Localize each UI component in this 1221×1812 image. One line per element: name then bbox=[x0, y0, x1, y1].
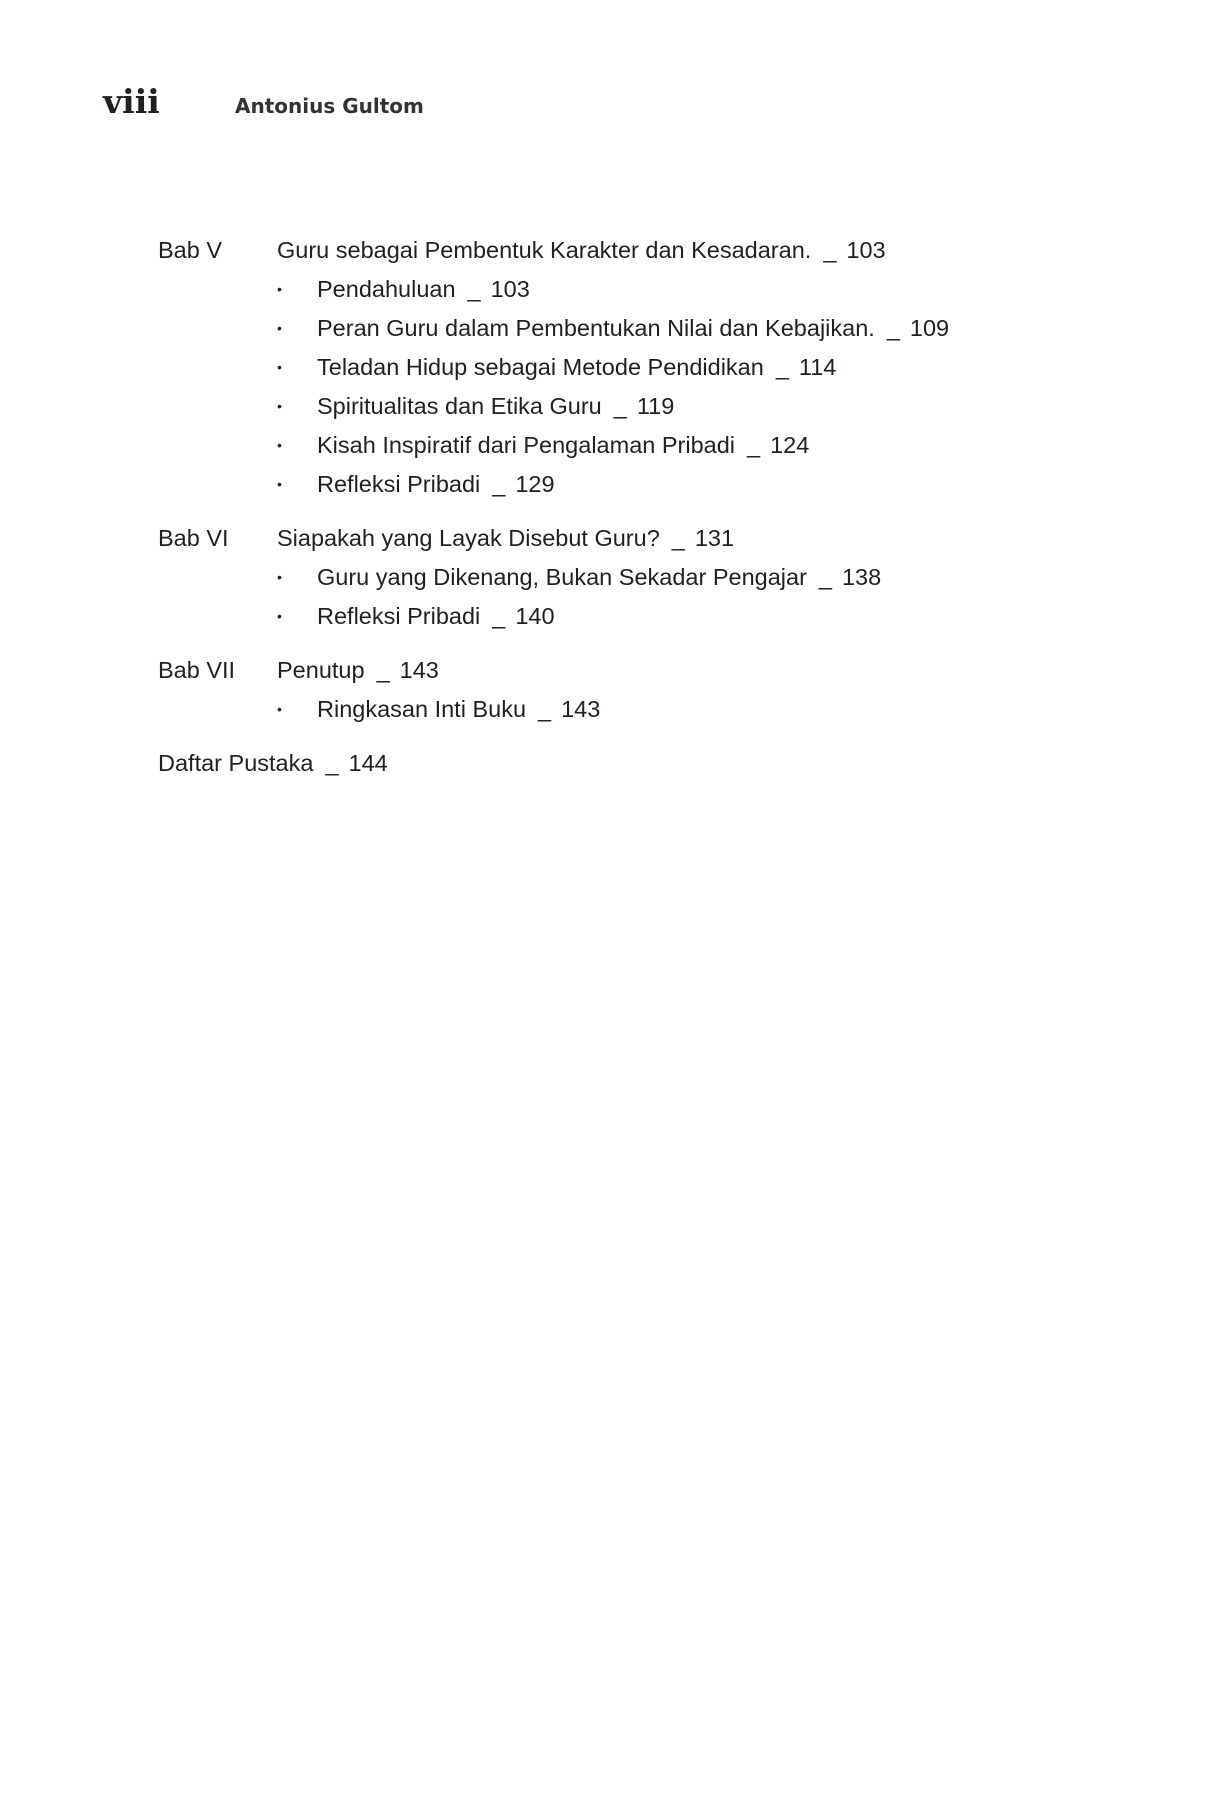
page-ref: 138 bbox=[841, 564, 882, 590]
separator: _ bbox=[818, 564, 832, 590]
page-ref: 140 bbox=[515, 603, 555, 629]
entry-title: Spiritualitas dan Etika Guru _ 119 bbox=[317, 387, 674, 426]
table-of-contents bbox=[158, 231, 1058, 783]
toc-entry[interactable] bbox=[158, 465, 1058, 504]
bullet: • bbox=[277, 359, 282, 375]
chapter-title: Penutup _ 143 bbox=[277, 651, 439, 690]
running-head-author: Antonius Gultom bbox=[235, 94, 424, 118]
entry-title: Ringkasan Inti Buku _ 143 bbox=[317, 690, 600, 729]
toc-entry[interactable] bbox=[158, 387, 1058, 426]
entry-title: Refleksi Pribadi _ 140 bbox=[317, 597, 555, 636]
toc-entry[interactable] bbox=[158, 597, 1058, 636]
bullet: • bbox=[277, 608, 282, 624]
page-header bbox=[103, 82, 424, 121]
separator: _ bbox=[492, 471, 506, 497]
entry-title: Pendahuluan _ 103 bbox=[317, 270, 530, 309]
chapter-title: Guru sebagai Pembentuk Karakter dan Kesadaran. _ 103 bbox=[277, 231, 886, 270]
chapter-bab-vii bbox=[158, 651, 1058, 729]
page-ref: 124 bbox=[770, 432, 810, 458]
entry-title: Daftar Pustaka bbox=[158, 750, 314, 776]
page-ref: 103 bbox=[490, 276, 530, 302]
entry-title: Kisah Inspiratif dari Pengalaman Pribadi _ 124 bbox=[317, 426, 809, 465]
page-ref: 109 bbox=[909, 315, 950, 341]
bullet: • bbox=[277, 476, 282, 492]
page-ref: 131 bbox=[694, 525, 735, 551]
entry-title: Teladan Hidup sebagai Metode Pendidikan _ 114 bbox=[317, 348, 836, 387]
entry-title: Guru yang Dikenang, Bukan Sekadar Pengajar _ 138 bbox=[317, 558, 881, 597]
toc-entry[interactable] bbox=[158, 558, 1058, 597]
separator: _ bbox=[823, 237, 837, 263]
separator: _ bbox=[376, 657, 390, 683]
page-ref: 144 bbox=[348, 750, 388, 776]
entry-title: Refleksi Pribadi _ 129 bbox=[317, 465, 555, 504]
bullet: • bbox=[277, 569, 282, 585]
entry-title: Peran Guru dalam Pembentukan Nilai dan Kebajikan. _ 109 bbox=[317, 309, 949, 348]
separator: _ bbox=[671, 525, 685, 551]
chapter-heading[interactable] bbox=[158, 651, 1058, 690]
page-number: viii bbox=[103, 82, 160, 121]
toc-entry[interactable] bbox=[158, 426, 1058, 465]
page-ref: 119 bbox=[636, 393, 675, 419]
separator: _ bbox=[467, 276, 481, 302]
separator: _ bbox=[492, 603, 506, 629]
chapter-label: Bab VII bbox=[158, 657, 236, 683]
bullet: • bbox=[277, 281, 282, 297]
toc-entry-bibliography[interactable] bbox=[158, 744, 1058, 783]
bullet: • bbox=[277, 320, 282, 336]
separator: _ bbox=[886, 315, 900, 341]
toc-entry[interactable] bbox=[158, 690, 1058, 729]
page-ref: 129 bbox=[515, 471, 555, 497]
toc-entry[interactable] bbox=[158, 270, 1058, 309]
chapter-title: Siapakah yang Layak Disebut Guru? _ 131 bbox=[277, 519, 734, 558]
page-ref: 114 bbox=[798, 354, 837, 380]
separator: _ bbox=[747, 432, 761, 458]
toc-entry[interactable] bbox=[158, 348, 1058, 387]
chapter-heading[interactable] bbox=[158, 519, 1058, 558]
chapter-heading[interactable] bbox=[158, 231, 1058, 270]
bullet: • bbox=[277, 398, 282, 414]
separator: _ bbox=[538, 696, 552, 722]
page-ref: 143 bbox=[561, 696, 601, 722]
chapter-label: Bab V bbox=[158, 237, 223, 263]
separator: _ bbox=[325, 750, 339, 776]
chapter-bab-vi bbox=[158, 519, 1058, 636]
chapter-label: Bab VI bbox=[158, 525, 229, 551]
page-ref: 143 bbox=[399, 657, 439, 683]
toc-entry[interactable] bbox=[158, 309, 1058, 348]
chapter-bab-v bbox=[158, 231, 1058, 504]
bullet: • bbox=[277, 701, 282, 717]
separator: _ bbox=[775, 354, 789, 380]
bullet: • bbox=[277, 437, 282, 453]
separator: _ bbox=[613, 393, 627, 419]
page-ref: 103 bbox=[846, 237, 886, 263]
